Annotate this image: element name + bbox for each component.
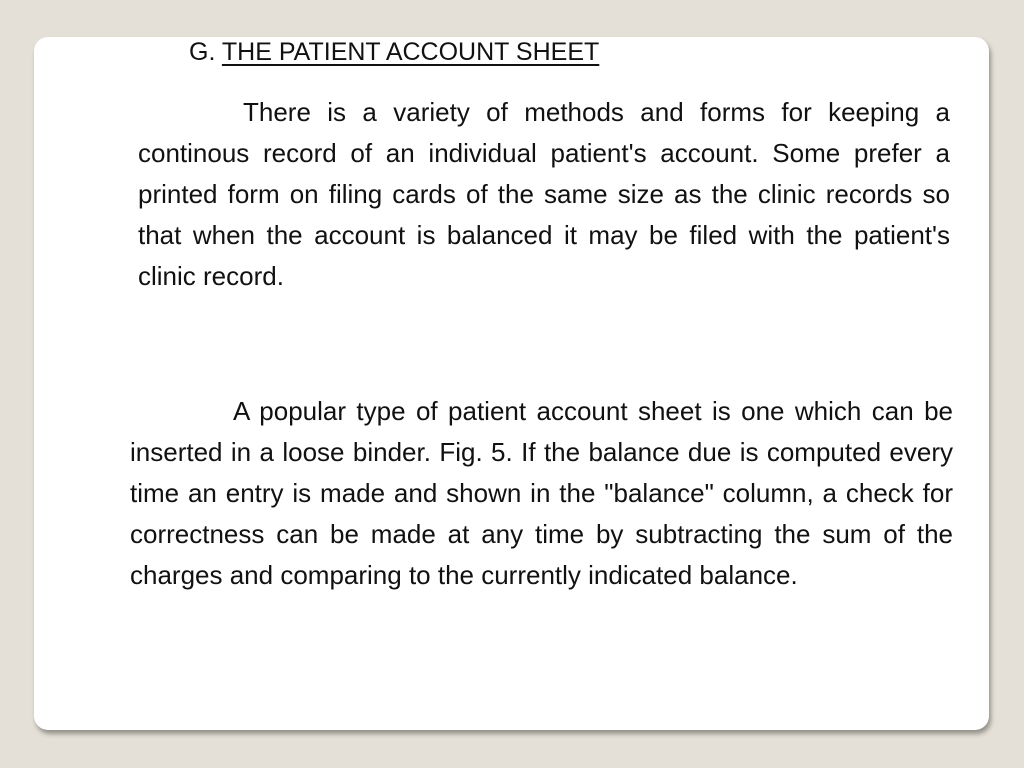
section-heading bbox=[189, 36, 599, 68]
paragraph-2: A popular type of patient account sheet is one which can be inserted in a loose binder. Fig. 5. If the balance due is computed every time an entry is made and shown in the "balance" column, a check for correctness can be made at any time by subtracting the sum of the charges and comparing to the currently indicated balance. bbox=[130, 396, 953, 590]
paragraph-1: There is a variety of methods and forms for keeping a continous record of an individual patient's account. Some prefer a printed form on filing cards of the same size as the clinic records so that when the account is balanced it may be filed with the patient's clinic record. bbox=[138, 97, 950, 291]
heading-text: THE PATIENT ACCOUNT SHEET bbox=[221, 38, 600, 66]
heading-prefix: G. bbox=[189, 38, 216, 66]
